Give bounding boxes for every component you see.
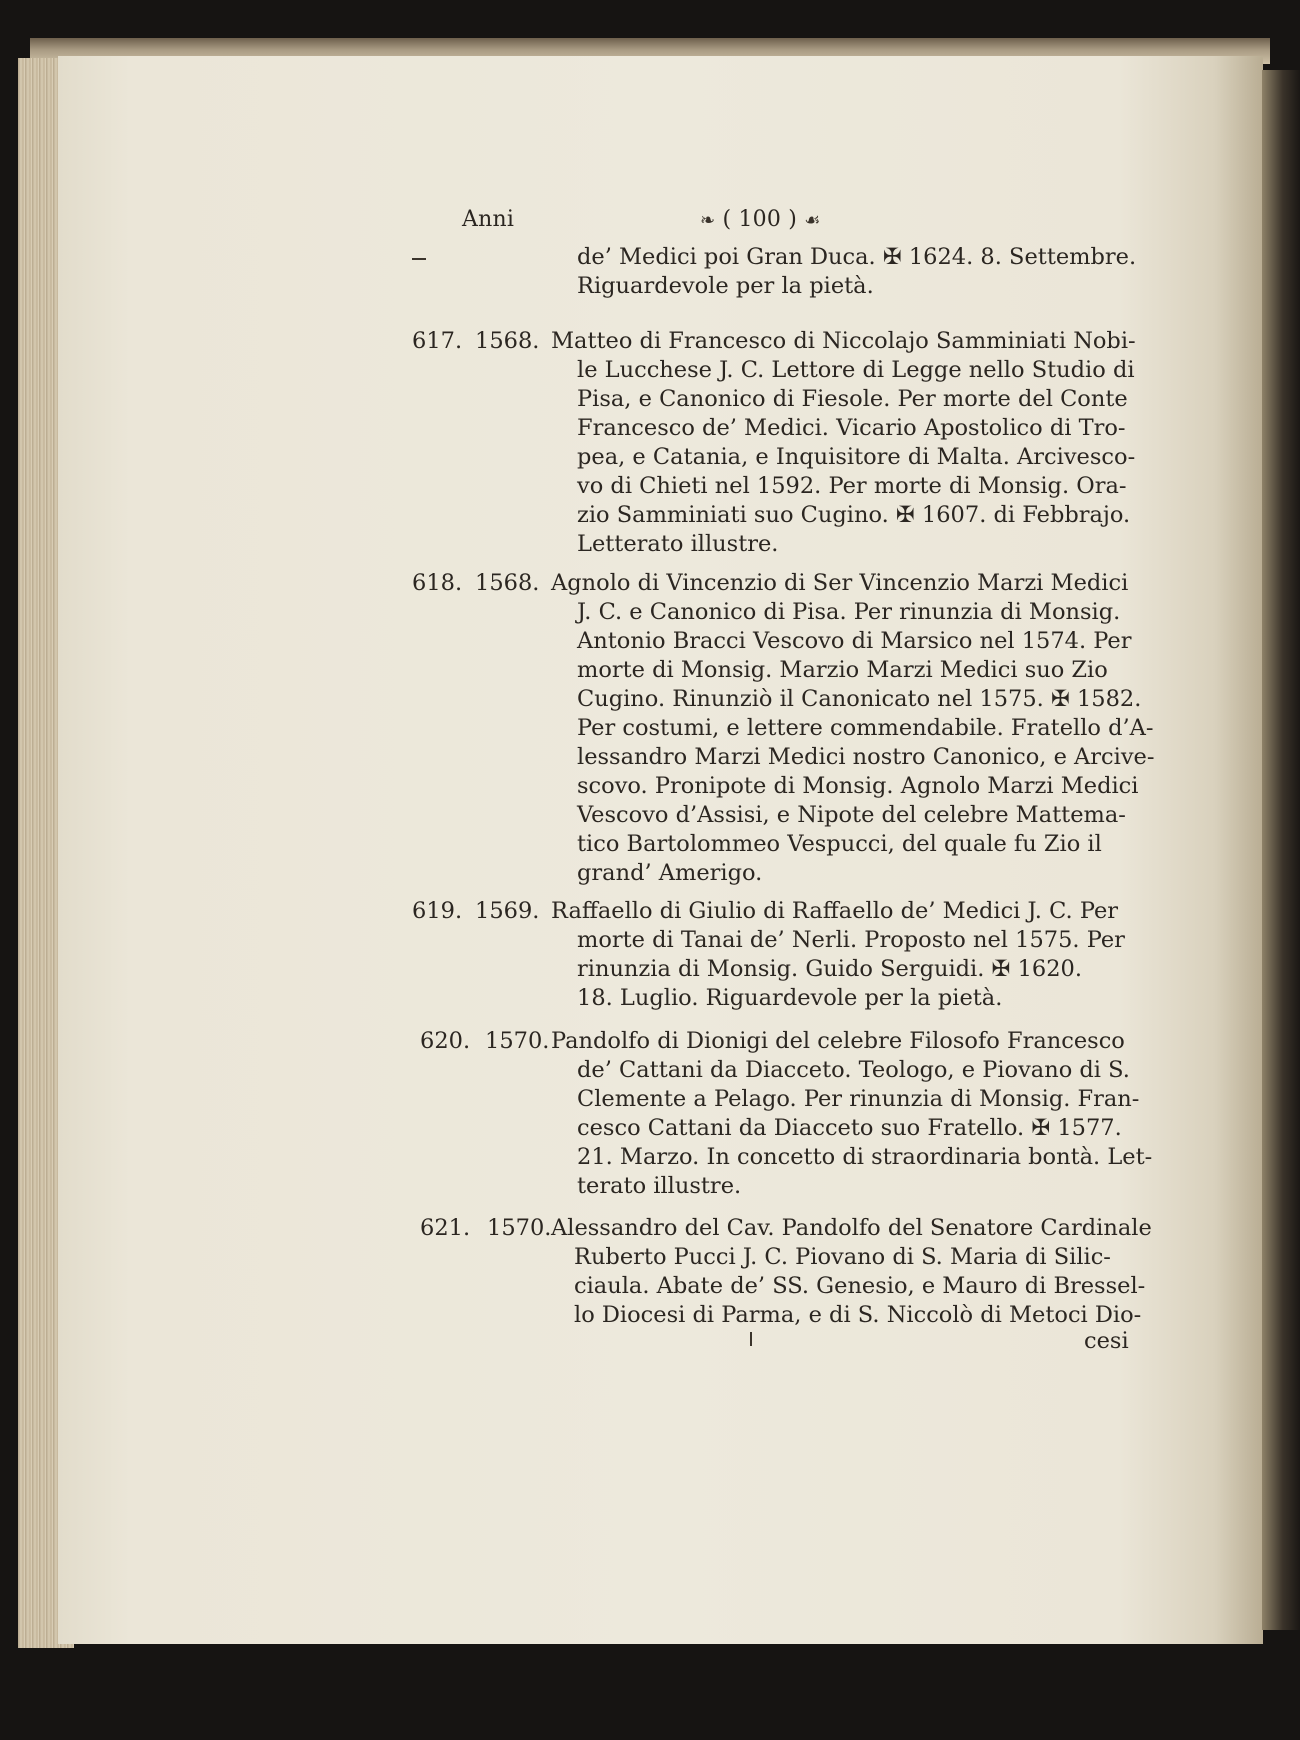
running-head-page-number: [700, 205, 821, 235]
entry-line: de’ Cattani da Diacceto. Teologo, e Piovano di S.: [577, 1057, 1130, 1083]
entry-line: morte di Monsig. Marzio Marzi Medici suo Zio: [577, 657, 1108, 683]
entry-line: morte di Tanai de’ Nerli. Proposto nel 1575. Per: [577, 927, 1125, 953]
entry-year: 1569.: [475, 898, 540, 924]
catchword: cesi: [1084, 1328, 1129, 1354]
entry-number: 618.: [412, 570, 463, 596]
entry-line: 18. Luglio. Riguardevole per la pietà.: [577, 985, 1003, 1011]
entry-line: Vescovo d’Assisi, e Nipote del celebre Mattema-: [577, 802, 1126, 828]
entry-year: 1570.: [487, 1215, 552, 1241]
entry-number: 617.: [412, 328, 463, 354]
entry-line: Ruberto Pucci J. C. Piovano di S. Maria di Silic-: [574, 1244, 1111, 1270]
entry-line: J. C. e Canonico di Pisa. Per rinunzia di Monsig.: [577, 599, 1121, 625]
entry-line: 21. Marzo. In concetto di straordinaria bontà. Let-: [577, 1144, 1153, 1170]
entry-year: 1570.: [485, 1028, 550, 1054]
ornament-left-icon: ❧: [700, 210, 716, 231]
entry-line: pea, e Catania, e Inquisitore di Malta. Arcivesco-: [577, 444, 1136, 470]
entry-line: Antonio Bracci Vescovo di Marsico nel 1574. Per: [577, 628, 1132, 654]
entry-line: Matteo di Francesco di Niccolajo Samminiati Nobi-: [551, 328, 1136, 354]
ornament-right-icon: ☙: [804, 210, 821, 231]
entry-line: terato illustre.: [577, 1173, 742, 1199]
entry-line: Pisa, e Canonico di Fiesole. Per morte del Conte: [577, 386, 1128, 412]
entry-line: ciaula. Abate de’ SS. Genesio, e Mauro di Bressel-: [574, 1273, 1146, 1299]
entry-line: Francesco de’ Medici. Vicario Apostolico di Tro-: [577, 415, 1126, 441]
entry-line: cesco Cattani da Diacceto suo Fratello. ✠ 1577.: [577, 1115, 1122, 1141]
entry-line: Per costumi, e lettere commendabile. Fratello d’A-: [577, 715, 1154, 741]
entry-line: vo di Chieti nel 1592. Per morte di Monsig. Ora-: [577, 473, 1127, 499]
page-number: ( 100 ): [722, 207, 798, 232]
entry-line: grand’ Amerigo.: [577, 860, 763, 886]
entry-year: 1568.: [475, 328, 540, 354]
entry-line: zio Samminiati suo Cugino. ✠ 1607. di Febbrajo.: [577, 502, 1131, 528]
book-gutter: [1262, 70, 1300, 1630]
entry-line: Raffaello di Giulio di Raffaello de’ Medici J. C. Per: [551, 898, 1119, 924]
continuation-line: Riguardevole per la pietà.: [577, 273, 874, 299]
entry-line: rinunzia di Monsig. Guido Serguidi. ✠ 1620.: [577, 956, 1082, 982]
entry-number: 619.: [412, 898, 463, 924]
running-head-anni: Anni: [462, 207, 515, 232]
entry-line: Clemente a Pelago. Per rinunzia di Monsig. Fran-: [577, 1086, 1140, 1112]
entry-line: Alessandro del Cav. Pandolfo del Senatore Cardinale: [551, 1215, 1152, 1241]
entry-line: Pandolfo di Dionigi del celebre Filosofo Francesco: [551, 1028, 1125, 1054]
entry-line: lessandro Marzi Medici nostro Canonico, e Arcive-: [577, 744, 1155, 770]
small-printer-mark: [750, 1332, 752, 1346]
margin-dash-mark: [412, 258, 426, 260]
entry-line: Cugino. Rinunziò il Canonicato nel 1575. ✠ 1582.: [577, 686, 1142, 712]
entry-line: scovo. Pronipote di Monsig. Agnolo Marzi Medici: [577, 773, 1139, 799]
entry-line: tico Bartolommeo Vespucci, del quale fu Zio il: [577, 831, 1102, 857]
entry-number: 620.: [420, 1028, 471, 1054]
continuation-line: de’ Medici poi Gran Duca. ✠ 1624. 8. Settembre.: [577, 244, 1137, 270]
entry-line: Agnolo di Vincenzio di Ser Vincenzio Marzi Medici: [551, 570, 1129, 596]
entry-line: Letterato illustre.: [577, 531, 779, 557]
entry-line: le Lucchese J. C. Lettore di Legge nello Studio di: [577, 357, 1135, 383]
entry-number: 621.: [420, 1215, 471, 1241]
entry-line: lo Diocesi di Parma, e di S. Niccolò di Metoci Dio-: [574, 1302, 1142, 1328]
entry-year: 1568.: [475, 570, 540, 596]
